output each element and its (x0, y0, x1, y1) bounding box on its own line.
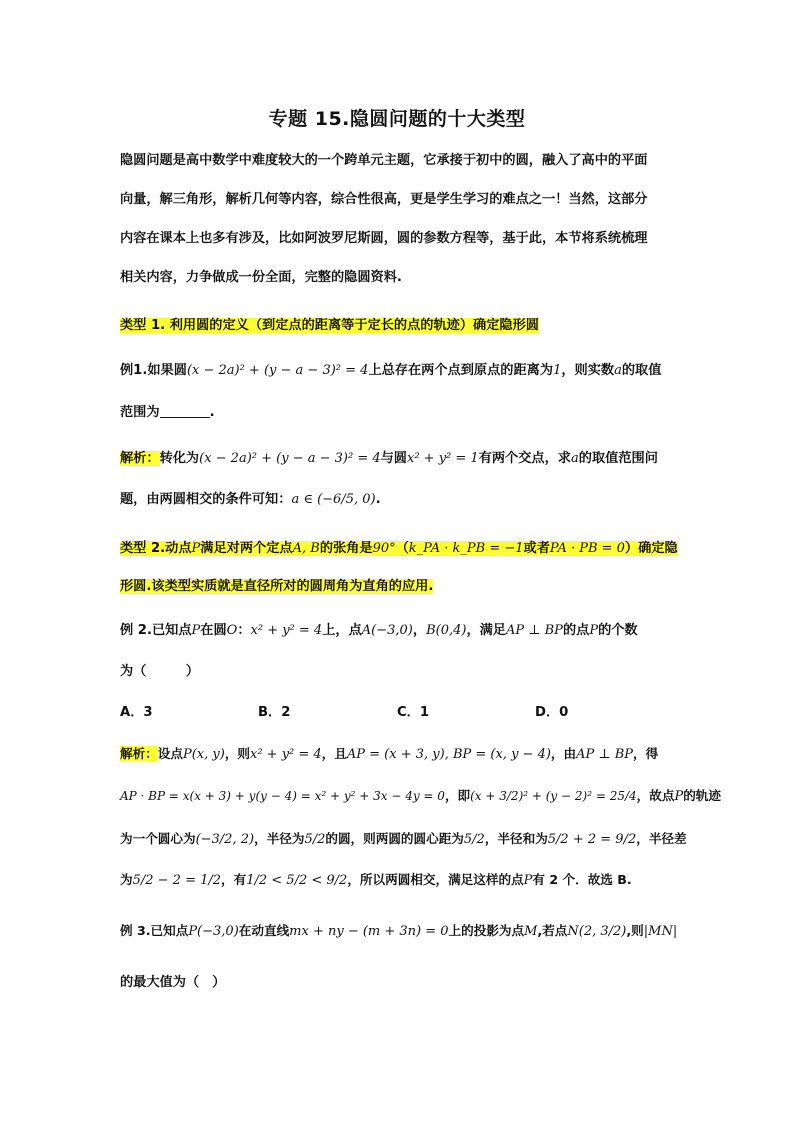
sol2-radius-diff: 5/2 − 2 = 1/2 (132, 873, 222, 888)
sol2-text: 为一个圆心为 (120, 831, 196, 846)
type1-heading (120, 315, 680, 337)
ex3-line-1 (120, 920, 680, 943)
sol2-text: 有 2 个．故选 B. (532, 872, 632, 887)
sol2-line-1 (120, 743, 680, 766)
sol2-text: ，即 (444, 788, 471, 803)
ex1-line-2 (120, 402, 680, 424)
intro-line-1: 隐圆问题是高中数学中难度较大的一个跨单元主题，它承接于初中的圆，融入了高中的平面 (120, 153, 648, 168)
ex3-text: 在动直线 (238, 923, 290, 938)
type2-text: （ (395, 541, 409, 556)
type2-slope-condition: k_PA · k_PB = −1 (408, 541, 524, 556)
ex2-text: 在圆 (200, 623, 227, 638)
sol2-text: ，有 (221, 872, 247, 887)
sol2-text: ，故点 (636, 788, 675, 803)
type2-heading-line-2 (120, 576, 680, 598)
sol2-text: ，则 (224, 746, 250, 761)
sol2-circle: x² + y² = 4 (250, 747, 322, 762)
ex1-text: ，则实数 (561, 363, 615, 378)
type2-vector-condition: PA · PB = 0 (549, 541, 625, 556)
answer-blank (160, 403, 210, 418)
ex2-text: 例 2.已知点 (120, 623, 192, 638)
type2-heading (120, 541, 678, 556)
sol2-text: ，所以两圆相交，满足这样的点 (347, 872, 524, 887)
ex2-perpendicular: AP ⊥ BP (506, 623, 563, 638)
sol2-point: P(x, y) (182, 747, 225, 762)
ex2-point-p: P (589, 623, 599, 638)
sol2-perpendicular: AP ⊥ BP (576, 747, 634, 762)
ex1-text: 范围为 (120, 405, 160, 420)
type2-heading-line-1 (120, 538, 680, 560)
sol2-point: P (674, 789, 684, 804)
sol2-text: 为 (120, 872, 133, 887)
sol2-text: 设点 (157, 746, 183, 761)
type2-point: P (191, 541, 201, 556)
intro-line-2: 向量，解三角形，解析几何等内容，综合性很高，更是学生学习的难点之一！当然，这部分 (120, 192, 648, 207)
ex3-text: 例 3.已知点 (120, 923, 189, 938)
sol2-circle-equation: (x + 3/2)² + (y − 2)² = 25/4 (470, 789, 637, 803)
ex3-distance: |MN| (643, 924, 678, 939)
ex1-text: 上总存在两个点到原点的距离为 (368, 363, 554, 378)
ex2-line-2: 为（ ） (120, 664, 200, 679)
option-d: D．0 (535, 705, 569, 720)
option-a: A．3 (120, 705, 153, 720)
sol1-text: 与圆 (380, 451, 407, 466)
sol2-text: ，半径差 (636, 831, 687, 846)
ex2-text: 上，点 (322, 623, 362, 638)
ex1-text: . (209, 405, 215, 420)
sol2-text: ，得 (633, 746, 659, 761)
sol1-equation-2: x² + y² = 1 (407, 451, 479, 466)
ex2-text: 的点 (562, 623, 590, 638)
sol2-text: ，半径和为 (484, 831, 548, 846)
ex2-line-1 (120, 620, 680, 642)
sol2-text: 的圆，则两圆的圆心距为 (325, 831, 464, 846)
ex3-point-p: P(−3,0) (188, 924, 239, 939)
type2-text: 的张角是 (319, 541, 373, 556)
sol2-text: ，由 (550, 746, 577, 761)
type2-text: 满足对两个定点 (200, 541, 293, 556)
ex2-point-b: B(0,4) (426, 623, 467, 638)
sol1-equation-1: (x − 2a)² + (y − a − 3)² = 4 (199, 451, 381, 466)
sol2-center: (−3/2, 2) (195, 832, 255, 847)
sol2-line-4 (120, 869, 680, 892)
type2-points: A, B (292, 541, 320, 556)
sol2-center-distance: 5/2 (463, 832, 485, 847)
ex1-variable: a (614, 363, 622, 378)
sol2-point: P (523, 873, 533, 888)
sol1-text: . (375, 492, 381, 507)
type2-heading-text: 形圆.该类型实质就是直径所对的圆周角为直角的应用. (120, 579, 434, 594)
ex2-point-p: P (191, 623, 201, 638)
ex1-equation: (x − 2a)² + (y − a − 3)² = 4 (186, 363, 369, 378)
sol1-line-1 (120, 448, 680, 470)
ex3-point-m: M (524, 924, 538, 939)
sol2-line-3 (120, 828, 687, 851)
solution-label: 解析： (120, 746, 158, 761)
ex2-circle-name: O (226, 623, 238, 638)
sol1-text: 题，由两圆相交的条件可知： (120, 492, 292, 507)
ex1-text: 的取值 (621, 363, 662, 378)
sol2-vectors: AP = (x + 3, y), BP = (x, y − 4) (346, 747, 551, 762)
type2-text: 或者 (523, 541, 550, 556)
ex2-point-a: A(−3,0) (361, 623, 413, 638)
ex1-line-1 (120, 360, 680, 382)
sol1-line-2 (120, 489, 680, 511)
intro-line-4: 相关内容，力争做成一份全面，完整的隐圆资料. (120, 270, 402, 285)
type2-angle: 90° (372, 541, 396, 556)
ex3-text: 上的投影为点 (448, 923, 525, 938)
sol1-text: 的取值范围问 (578, 451, 658, 466)
type2-text: 类型 2.动点 (120, 541, 192, 556)
sol2-dot-product: AP · BP = x(x + 3) + y(y − 4) = x² + y² + 3x − 4y = 0 (120, 789, 445, 803)
sol2-inequality: 1/2 < 5/2 < 9/2 (246, 873, 348, 888)
sol2-line-2 (120, 785, 721, 808)
sol1-answer: a ∈ (−6/5, 0) (291, 492, 376, 507)
ex3-line-2: 的最大值为（ ） (120, 975, 226, 990)
sol2-text: ，且 (321, 746, 347, 761)
ex2-circle-equation: x² + y² = 4 (250, 623, 323, 638)
type1-heading-text: 类型 1. 利用圆的定义（到定点的距离等于定长的点的轨迹）确定隐形圆 (120, 318, 539, 333)
ex2-text: 的个数 (598, 623, 638, 638)
ex3-line-equation: mx + ny − (m + 3n) = 0 (289, 924, 449, 939)
ex2-text: ， (412, 623, 427, 638)
option-b: B．2 (258, 705, 291, 720)
ex1-distance: 1 (553, 363, 562, 378)
ex2-text: ，满足 (466, 623, 506, 638)
sol1-text: 有两个交点，求 (478, 451, 571, 466)
ex3-text: ,若点 (537, 923, 568, 938)
type2-text: ）确定隐 (624, 541, 678, 556)
sol2-radius: 5/2 (304, 832, 326, 847)
sol1-text: 转化为 (159, 451, 200, 466)
sol2-text: ，半径为 (254, 831, 305, 846)
sol1-variable: a (571, 451, 579, 466)
intro-line-3: 内容在课本上也多有涉及，比如阿波罗尼斯圆，圆的参数方程等，基于此，本节将系统梳理 (120, 231, 648, 246)
ex3-text: ,则 (626, 923, 644, 938)
page-title: 专题 15.隐圆问题的十大类型 (268, 108, 526, 130)
sol2-radius-sum: 5/2 + 2 = 9/2 (547, 832, 637, 847)
ex1-text: 例1.如果圆 (120, 363, 187, 378)
ex2-text: ： (237, 623, 251, 638)
option-c: C．1 (397, 705, 430, 720)
ex3-point-n: N(2, 3/2) (567, 924, 627, 939)
sol2-text: 的轨迹 (683, 788, 721, 803)
solution-label: 解析： (120, 451, 160, 466)
